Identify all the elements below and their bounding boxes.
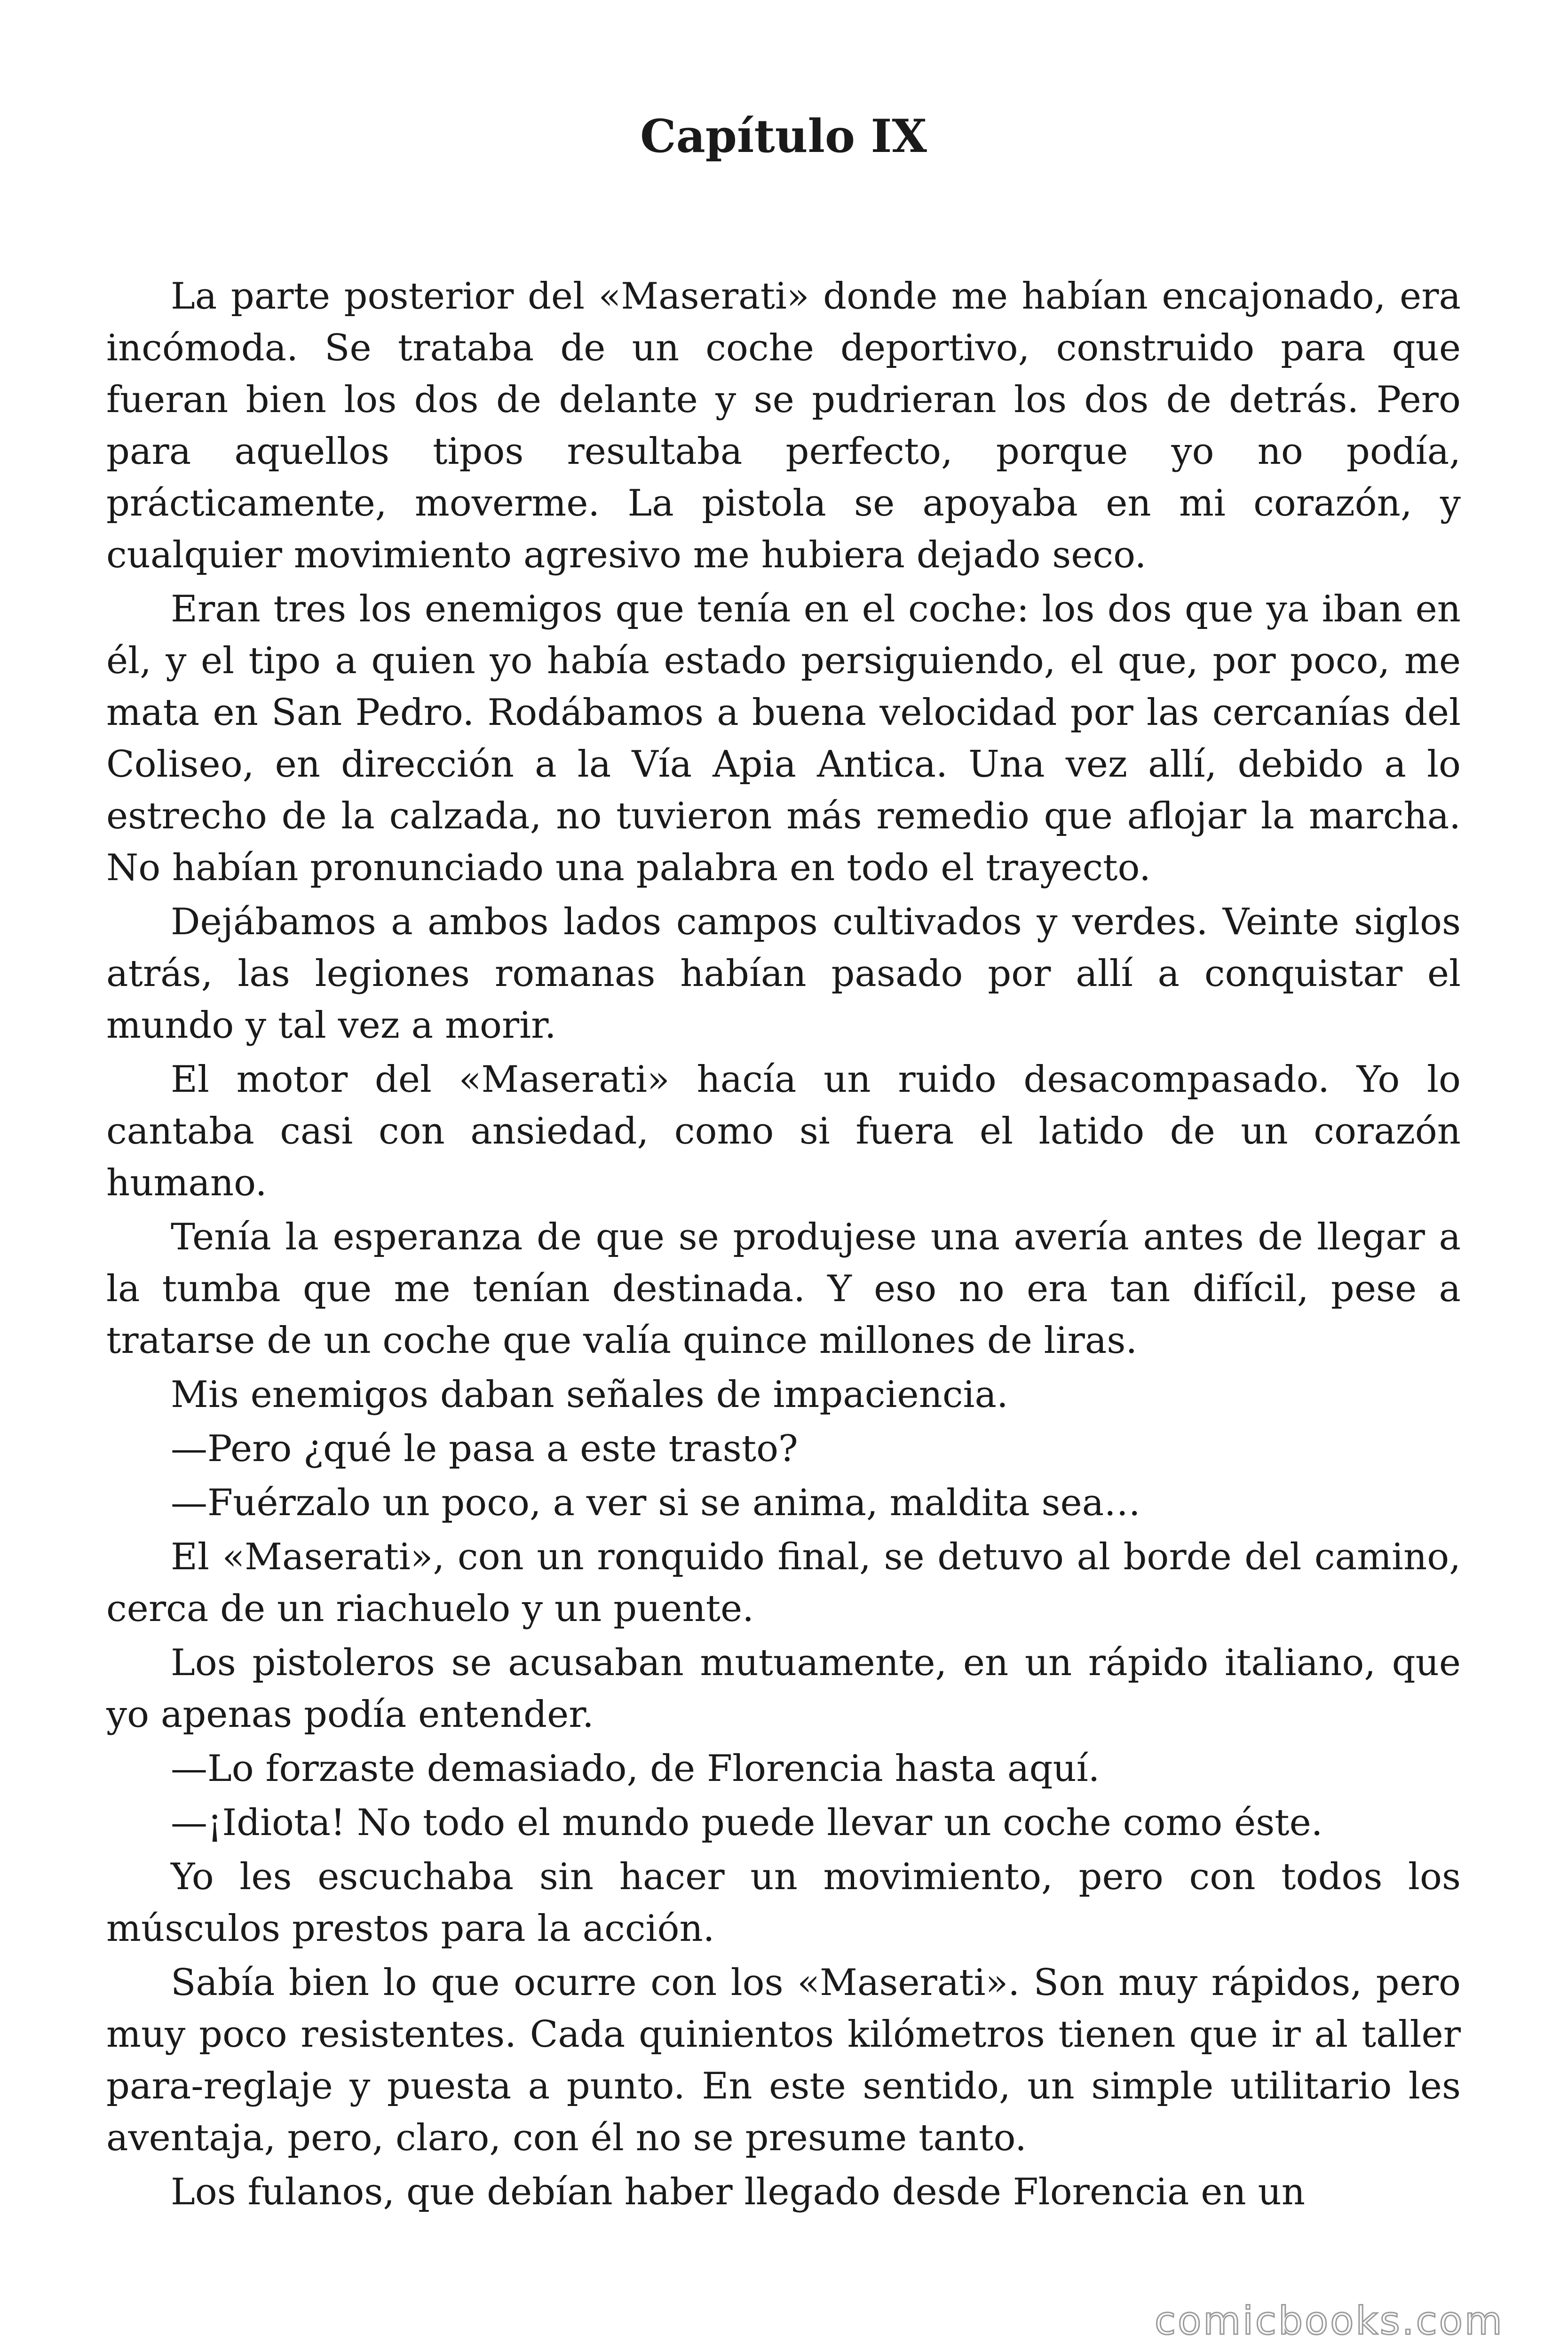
paragraph: Tenía la esperanza de que se produjese una avería antes de llegar a la tumba que me tenían destinada. Y eso no era tan difícil, pese a tratarse de un coche que valía quince millones de liras. [106,1216,1461,1362]
paragraph: Sabía bien lo que ocurre con los «Maserati». Son muy rápidos, pero muy poco resistentes. Cada quinientos kilómetros tienen que ir al taller para-reglaje y puesta a punto. En este sentido, un simple utilitario les aventaja, pero, claro, con él no se presume tanto. [106,1962,1461,2159]
paragraph: La parte posterior del «Maserati» donde me habían encajonado, era incómoda. Se trataba de un coche deportivo, construido para que fueran bien los dos de delante y se pudrieran los dos de detrás. Pero para aquellos tipos resultaba perfecto, porque yo no podía, prácticamente, moverme. La pistola se apoyaba en mi corazón, y cualquier movimiento agresivo me hubiera dejado seco. [106,275,1461,576]
book-page [106,108,1461,2220]
paragraph: El motor del «Maserati» hacía un ruido desacompasado. Yo lo cantaba casi con ansiedad, como si fuera el latido de un corazón humano. [106,1058,1461,1204]
paragraph: Los fulanos, que debían haber llegado desde Florencia en un [171,2171,1305,2213]
paragraph: Los pistoleros se acusaban mutuamente, en un rápido italiano, que yo apenas podía entender. [106,1642,1461,1736]
watermark: comicbooks.com [1155,2299,1504,2344]
paragraph: Yo les escuchaba sin hacer un movimiento, pero con todos los músculos prestos para la acción. [106,1856,1461,1950]
paragraph: Mis enemigos daban señales de impaciencia. [171,1374,1008,1416]
dialogue-line: —Lo forzaste demasiado, de Florencia hasta aquí. [171,1748,1100,1790]
chapter-body [106,270,1461,2218]
paragraph: El «Maserati», con un ronquido final, se detuvo al borde del camino, cerca de un riachuelo y un puente. [106,1536,1461,1630]
paragraph: Eran tres los enemigos que tenía en el coche: los dos que ya iban en él, y el tipo a quien yo había estado persiguiendo, el que, por poco, me mata en San Pedro. Rodábamos a buena velocidad por las cercanías del Coliseo, en dirección a la Vía Apia Antica. Una vez allí, debido a lo estrecho de la calzada, no tuvieron más remedio que aflojar la marcha. No habían pronunciado una palabra en todo el trayecto. [106,588,1461,889]
paragraph: Dejábamos a ambos lados campos cultivados y verdes. Veinte siglos atrás, las legiones romanas habían pasado por allí a conquistar el mundo y tal vez a morir. [106,901,1461,1047]
dialogue-line: —Pero ¿qué le pasa a este trasto? [171,1428,798,1470]
dialogue-line: —Fuérzalo un poco, a ver si se anima, maldita sea… [171,1482,1141,1524]
chapter-title: Capítulo IX [640,110,927,163]
dialogue-line: —¡Idiota! No todo el mundo puede llevar un coche como éste. [171,1802,1323,1844]
